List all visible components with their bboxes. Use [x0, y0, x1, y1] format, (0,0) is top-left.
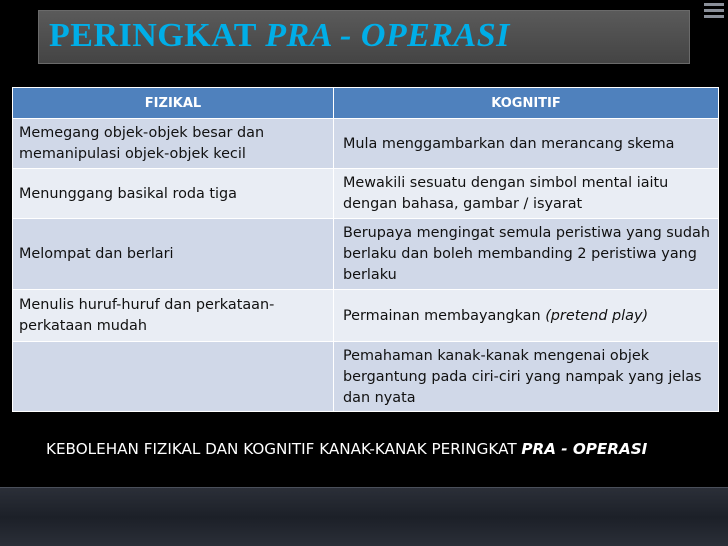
cell-kognitif-text: Pemahaman kanak-kanak mengenai objek bergantung pada ciri-ciri yang nampak yang jelas dan nyata	[343, 347, 702, 406]
cell-kognitif-text: Mula menggambarkan dan merancang skema	[343, 135, 675, 152]
title-bar	[38, 10, 690, 64]
slide-title	[49, 17, 510, 55]
cell-kognitif	[334, 169, 719, 219]
header-fizikal: FIZIKAL	[13, 88, 334, 119]
table-row	[13, 119, 719, 169]
table-row	[13, 290, 719, 342]
table-row	[13, 342, 719, 412]
cell-kognitif	[334, 119, 719, 169]
cell-kognitif-text: Berupaya mengingat semula peristiwa yang sudah berlaku dan boleh membanding 2 peristiwa yang berlaku	[343, 225, 710, 283]
comparison-table	[12, 87, 719, 412]
cell-kognitif-text: Permainan membayangkan	[343, 307, 546, 324]
cell-fizikal: Melompat dan berlari	[13, 219, 334, 290]
title-part1: PERINGKAT	[49, 17, 266, 54]
cell-fizikal: Menunggang basikal roda tiga	[13, 169, 334, 219]
title-part2: PRA - OPERASI	[265, 17, 510, 54]
table-row	[13, 219, 719, 290]
table-row	[13, 169, 719, 219]
menu-icon[interactable]	[700, 0, 728, 22]
cell-kognitif	[334, 219, 719, 290]
bottom-band	[0, 487, 728, 546]
table-caption	[46, 440, 647, 458]
cell-fizikal: Menulis huruf-huruf dan perkataan-perkataan mudah	[13, 290, 334, 342]
cell-kognitif	[334, 290, 719, 342]
cell-kognitif	[334, 342, 719, 412]
header-kognitif: KOGNITIF	[334, 88, 719, 119]
cell-kognitif-text: Mewakili sesuatu dengan simbol mental iaitu dengan bahasa, gambar / isyarat	[343, 175, 669, 212]
cell-fizikal	[13, 342, 334, 412]
cell-kognitif-italic: (pretend play)	[545, 307, 649, 324]
caption-text: KEBOLEHAN FIZIKAL DAN KOGNITIF KANAK-KANAK PERINGKAT	[46, 440, 522, 458]
cell-fizikal: Memegang objek-objek besar dan memanipulasi objek-objek kecil	[13, 119, 334, 169]
caption-strong: PRA - OPERASI	[521, 440, 648, 458]
table-header-row	[13, 88, 719, 119]
